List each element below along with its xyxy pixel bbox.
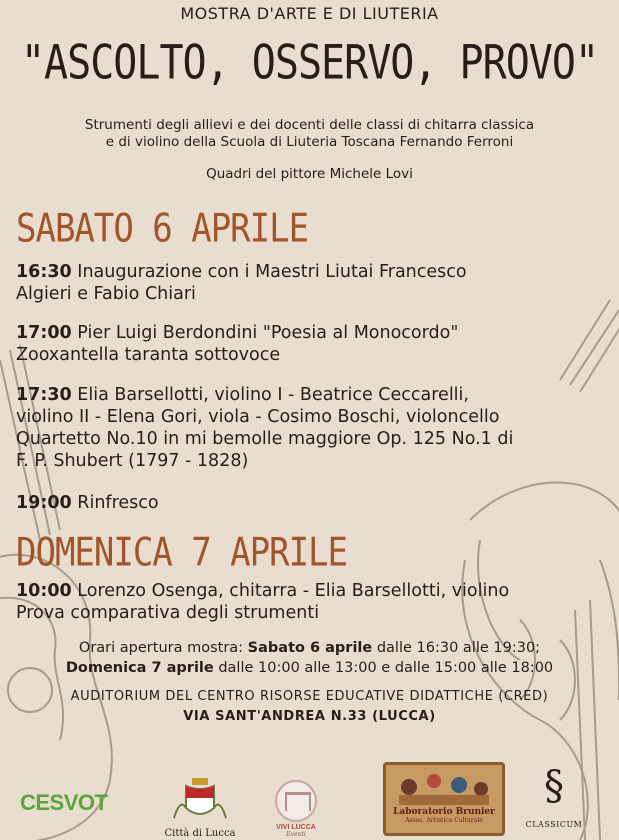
event-time: 10:00: [16, 581, 72, 601]
event-text: F. P. Shubert (1797 - 1828): [16, 451, 249, 471]
event-item: [16, 492, 616, 514]
hours-sunday-time: dalle 10:00 alle 13:00 e dalle 15:00 alle 18:00: [213, 660, 554, 676]
venue-name: AUDITORIUM DEL CENTRO RISORSE EDUCATIVE DIDATTICHE (CRED): [70, 689, 549, 704]
hours-saturday-time: dalle 16:30 alle 19:30;: [372, 640, 541, 656]
brunier-illustration-icon: [389, 767, 499, 807]
event-text: Rinfresco: [77, 493, 159, 513]
event-time: 19:00: [16, 493, 72, 513]
event-text: violino II - Elena Gori, viola - Cosimo Boschi, violoncello: [16, 407, 500, 427]
citta-caption: Città di Lucca: [164, 828, 236, 839]
venue-address: VIA SANT'ANDREA N.33 (LUCCA): [183, 709, 436, 724]
vivi-caption: VIVI LUCCA: [276, 824, 316, 831]
event-item: [16, 261, 616, 305]
event-text: Algieri e Fabio Chiari: [16, 284, 196, 304]
venue: [0, 687, 619, 727]
brunier-subcaption: Assoc. Artistica Culturale: [405, 817, 483, 824]
day2-heading: DOMENICA 7 APRILE: [16, 530, 347, 576]
event-text: Inaugurazione con i Maestri Liutai Francesco: [77, 262, 467, 282]
exhibition-kicker: MOSTRA D'ARTE E DI LIUTERIA: [180, 4, 439, 23]
event-item: [16, 580, 616, 624]
event-item: [16, 322, 616, 366]
citta-di-lucca-logo: [160, 778, 240, 839]
laboratorio-brunier-logo: [383, 762, 505, 836]
event-time: 17:00: [16, 323, 72, 343]
cesvot-wordmark: CESVOT: [20, 790, 108, 815]
subtitle-line: Strumenti degli allievi e dei docenti delle classi di chitarra classica: [84, 117, 535, 133]
day1-heading: SABATO 6 APRILE: [16, 206, 309, 252]
opening-hours: [0, 638, 619, 678]
brunier-caption: Laboratorio Brunier: [393, 807, 495, 817]
vivi-subcaption: Eventi: [286, 831, 306, 838]
event-text: Elia Barsellotti, violino I - Beatrice Ceccarelli,: [77, 385, 469, 405]
hours-sunday-label: Domenica 7 aprile: [65, 660, 214, 676]
event-text: Lorenzo Osenga, chitarra - Elia Barsellotti, violino: [77, 581, 510, 601]
event-text: Quartetto No.10 in mi bemolle maggiore Op. 125 No.1 di: [16, 429, 514, 449]
event-text: Prova comparativa degli strumenti: [16, 603, 320, 623]
event-time: 16:30: [16, 262, 72, 282]
vivi-lucca-emblem-icon: [275, 780, 317, 822]
classicum-logo: [522, 764, 586, 829]
painter-credit: Quadri del pittore Michele Lovi: [206, 166, 413, 182]
event-item: [16, 384, 616, 472]
event-text: Pier Luigi Berdondini "Poesia al Monocordo": [77, 323, 459, 343]
classicum-monogram-icon: §: [544, 763, 564, 809]
event-text: Zooxantella taranta sottovoce: [16, 345, 281, 365]
hours-saturday-label: Sabato 6 aprile: [247, 640, 373, 656]
exhibition-title: "ASCOLTO, OSSERVO, PROVO": [20, 36, 599, 91]
vivi-lucca-logo: [270, 780, 322, 838]
classicum-caption: CLASSICUM: [525, 820, 583, 829]
exhibition-subtitle: [0, 117, 619, 151]
subtitle-line: e di violino della Scuola di Liuteria Toscana Fernando Ferroni: [105, 134, 514, 150]
event-time: 17:30: [16, 385, 72, 405]
hours-prefix: Orari apertura mostra:: [78, 640, 248, 656]
lucca-crest-icon: [160, 778, 240, 822]
cesvot-logo: [20, 790, 130, 816]
